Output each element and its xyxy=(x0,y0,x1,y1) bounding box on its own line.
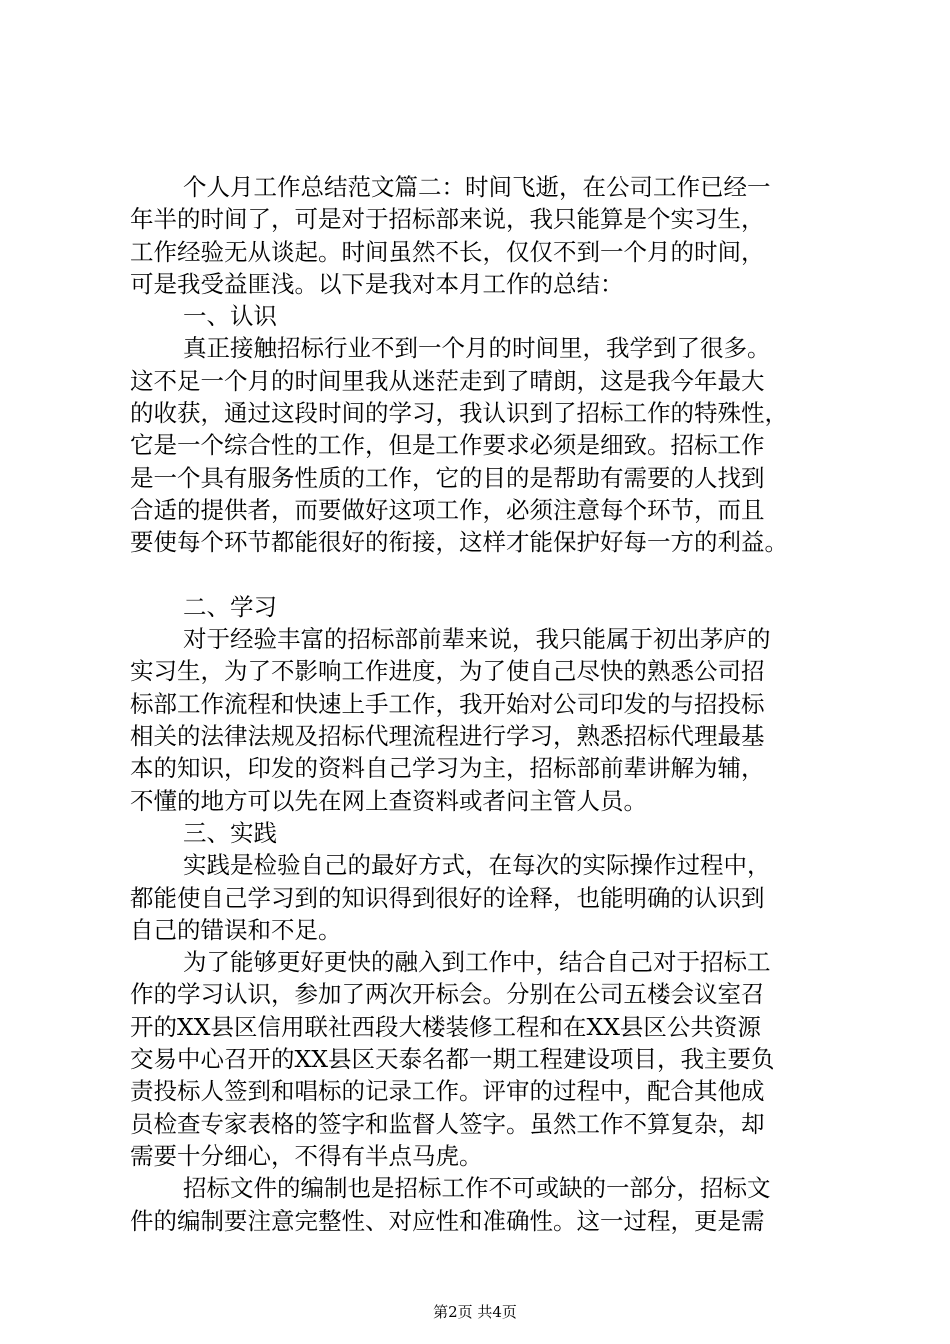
paragraph xyxy=(130,946,830,1172)
text-line: 实习生，为了不影响工作进度，为了使自己尽快的熟悉公司招 xyxy=(130,657,765,686)
text-line: 个人月工作总结范文篇二：时间飞逝，在公司工作已经一 xyxy=(183,173,771,201)
text-line: 交易中心召开的XX县区天泰名都一期工程建设项目，我主要负 xyxy=(130,1045,775,1074)
text-line: 责投标人签到和唱标的记录工作。评审的过程中，配合其他成 xyxy=(130,1077,765,1106)
text-line: 自己的错误和不足。 xyxy=(130,915,342,944)
paragraph xyxy=(130,171,830,300)
text-line: 的收获，通过这段时间的学习，我认识到了招标工作的特殊性， xyxy=(130,399,788,428)
document-body xyxy=(130,171,830,1237)
text-line: 二、学习 xyxy=(183,592,277,621)
page-footer xyxy=(0,1302,950,1322)
text-line: 作的学习认识，参加了两次开标会。分别在公司五楼会议室召 xyxy=(130,980,765,1009)
text-line: 招标文件的编制也是招标工作不可或缺的一部分，招标文 xyxy=(183,1174,771,1203)
blank-line xyxy=(130,559,830,591)
paragraph xyxy=(130,591,830,623)
text-line: 这不足一个月的时间里我从迷茫走到了晴朗，这是我今年最大 xyxy=(130,366,765,395)
text-line: 对于经验丰富的招标部前辈来说，我只能属于初出茅庐的 xyxy=(183,625,771,654)
text-line: 件的编制要注意完整性、对应性和准确性。这一过程，更是需 xyxy=(130,1206,765,1235)
text-line: 本的知识，印发的资料自己学习为主，招标部前辈讲解为辅， xyxy=(130,754,765,783)
paragraph xyxy=(130,623,830,817)
text-line: 相关的法律法规及招标代理流程进行学习，熟悉招标代理最基 xyxy=(130,722,765,751)
paragraph xyxy=(130,300,830,332)
text-line: 开的XX县区信用联社西段大楼装修工程和在XX县区公共资源 xyxy=(130,1012,761,1041)
text-line: 真正接触招标行业不到一个月的时间里，我学到了很多。 xyxy=(183,334,771,363)
text-line: 它是一个综合性的工作，但是工作要求必须是细致。招标工作 xyxy=(130,431,765,460)
text-line: 为了能够更好更快的融入到工作中，结合自己对于招标工 xyxy=(183,948,771,977)
text-line: 工作经验无从谈起。时间虽然不长，仅仅不到一个月的时间， xyxy=(130,237,765,266)
text-line: 是一个具有服务性质的工作，它的目的是帮助有需要的人找到 xyxy=(130,463,765,492)
page-number-label: 第2页 共4页 xyxy=(433,1303,517,1321)
text-line: 标部工作流程和快速上手工作，我开始对公司印发的与招投标 xyxy=(130,689,765,718)
paragraph xyxy=(130,849,830,946)
text-line: 需要十分细心，不得有半点马虎。 xyxy=(130,1141,483,1170)
paragraph xyxy=(130,817,830,849)
text-line: 员检查专家表格的签字和监督人签字。虽然工作不算复杂，却 xyxy=(130,1109,765,1138)
text-line: 不懂的地方可以先在网上查资料或者问主管人员。 xyxy=(130,786,647,815)
text-line: 实践是检验自己的最好方式，在每次的实际操作过程中， xyxy=(183,851,771,880)
text-line: 可是我受益匪浅。以下是我对本月工作的总结： xyxy=(130,269,624,298)
text-line: 一、认识 xyxy=(183,302,277,331)
text-line: 要使每个环节都能很好的衔接，这样才能保护好每一方的利益。 xyxy=(130,528,788,557)
text-line: 都能使自己学习到的知识得到很好的诠释，也能明确的认识到 xyxy=(130,883,765,912)
paragraph xyxy=(130,1172,830,1237)
text-line: 合适的提供者，而要做好这项工作，必须注意每个环节，而且 xyxy=(130,495,765,524)
text-line: 三、实践 xyxy=(183,818,277,847)
text-line: 年半的时间了，可是对于招标部来说，我只能算是个实习生， xyxy=(130,205,765,234)
paragraph xyxy=(130,332,830,558)
